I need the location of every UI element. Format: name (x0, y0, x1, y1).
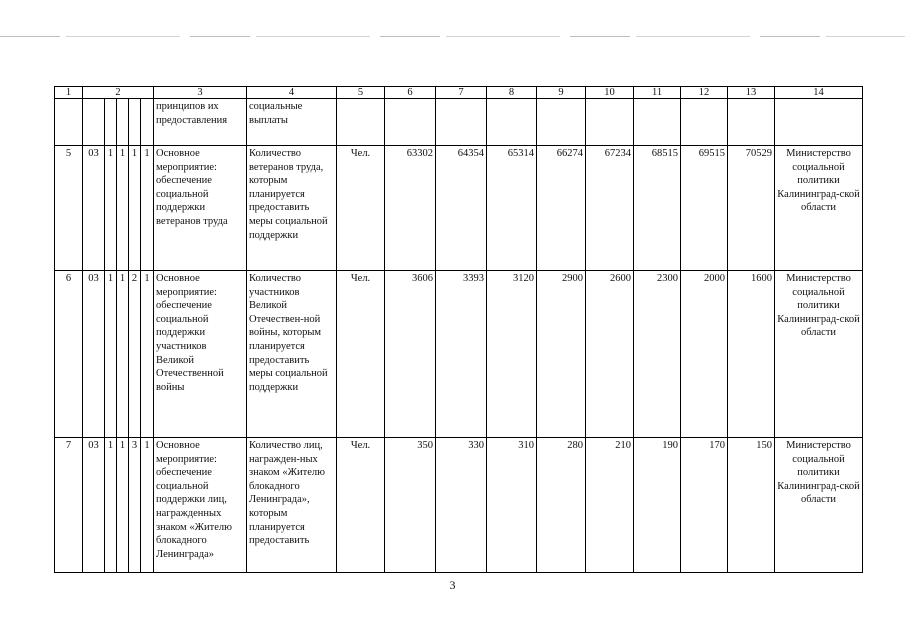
executor-text: Министерство социальной политики Калининград-ской области (775, 146, 863, 271)
value-cell: 170 (681, 438, 728, 573)
empty-cell (634, 99, 681, 146)
header-cell-8: 8 (487, 87, 537, 99)
header-cell-3: 3 (154, 87, 247, 99)
unit-cell: Чел. (337, 146, 385, 271)
indicator-text: социальные выплаты (247, 99, 337, 146)
value-cell: 210 (586, 438, 634, 573)
header-cell-4: 4 (247, 87, 337, 99)
empty-cell (537, 99, 586, 146)
value-cell: 1600 (728, 271, 775, 438)
empty-cell (117, 99, 129, 146)
executor-text: Министерство социальной политики Калининград-ской области (775, 271, 863, 438)
row-number: 6 (55, 271, 83, 438)
event-text: принципов их предоставления (154, 99, 247, 146)
code-cell: 1 (129, 146, 141, 271)
value-cell: 2900 (537, 271, 586, 438)
code-cell: 03 (83, 146, 105, 271)
value-cell: 2600 (586, 271, 634, 438)
value-cell: 280 (537, 438, 586, 573)
empty-cell (141, 99, 154, 146)
code-cell: 1 (105, 438, 117, 573)
indicator-text: Количество лиц, награжден-ных знаком «Жителю блокадного Ленинграда», которым планируется предоставить (247, 438, 337, 573)
header-cell-9: 9 (537, 87, 586, 99)
table-row (55, 271, 863, 438)
empty-cell (586, 99, 634, 146)
code-cell: 1 (105, 271, 117, 438)
executor-text: Министерство социальной политики Калининград-ской области (775, 438, 863, 573)
header-cell-11: 11 (634, 87, 681, 99)
code-cell: 2 (129, 271, 141, 438)
value-cell: 67234 (586, 146, 634, 271)
value-cell: 3393 (436, 271, 487, 438)
empty-cell (129, 99, 141, 146)
value-cell: 64354 (436, 146, 487, 271)
header-cell-7: 7 (436, 87, 487, 99)
value-cell: 310 (487, 438, 537, 573)
value-cell: 3606 (385, 271, 436, 438)
value-cell: 2000 (681, 271, 728, 438)
scan-artifact-line (0, 36, 905, 37)
event-text: Основное мероприятие: обеспечение социальной поддержки ветеранов труда (154, 146, 247, 271)
continuation-row (55, 99, 863, 146)
unit-cell: Чел. (337, 271, 385, 438)
value-cell: 66274 (537, 146, 586, 271)
empty-cell (436, 99, 487, 146)
unit-cell: Чел. (337, 438, 385, 573)
code-cell: 03 (83, 438, 105, 573)
code-cell: 1 (117, 438, 129, 573)
code-cell: 1 (117, 146, 129, 271)
value-cell: 150 (728, 438, 775, 573)
value-cell: 70529 (728, 146, 775, 271)
table-row (55, 438, 863, 573)
empty-cell (83, 99, 105, 146)
empty-cell (681, 99, 728, 146)
code-cell: 1 (141, 438, 154, 573)
row-number: 5 (55, 146, 83, 271)
empty-cell (385, 99, 436, 146)
table-row (55, 146, 863, 271)
header-cell-12: 12 (681, 87, 728, 99)
empty-cell (728, 99, 775, 146)
value-cell: 65314 (487, 146, 537, 271)
row-number: 7 (55, 438, 83, 573)
event-text: Основное мероприятие: обеспечение социальной поддержки лиц, награжденных знаком «Жителю блокадного Ленинграда» (154, 438, 247, 573)
header-cell-6: 6 (385, 87, 436, 99)
header-cell-10: 10 (586, 87, 634, 99)
indicator-text: Количество участников Великой Отечествен-ной войны, которым планируется предоставить меры социальной поддержки (247, 271, 337, 438)
indicators-table (54, 86, 863, 573)
value-cell: 190 (634, 438, 681, 573)
header-cell-1: 1 (55, 87, 83, 99)
value-cell: 350 (385, 438, 436, 573)
value-cell: 3120 (487, 271, 537, 438)
empty-cell (337, 99, 385, 146)
page-number: 3 (449, 578, 456, 592)
code-cell: 3 (129, 438, 141, 573)
header-cell-13: 13 (728, 87, 775, 99)
header-cell-2: 2 (83, 87, 154, 99)
indicator-text: Количество ветеранов труда, которым планируется предоставить меры социальной поддержки (247, 146, 337, 271)
code-cell: 1 (105, 146, 117, 271)
header-cell-14: 14 (775, 87, 863, 99)
code-cell: 1 (141, 271, 154, 438)
code-cell: 1 (141, 146, 154, 271)
header-row (55, 87, 863, 99)
empty-cell (487, 99, 537, 146)
value-cell: 69515 (681, 146, 728, 271)
value-cell: 330 (436, 438, 487, 573)
code-cell: 03 (83, 271, 105, 438)
code-cell: 1 (117, 271, 129, 438)
empty-cell (55, 99, 83, 146)
event-text: Основное мероприятие: обеспечение социальной поддержки участников Великой Отечественной войны (154, 271, 247, 438)
value-cell: 2300 (634, 271, 681, 438)
empty-cell (105, 99, 117, 146)
empty-cell (775, 99, 863, 146)
header-cell-5: 5 (337, 87, 385, 99)
value-cell: 63302 (385, 146, 436, 271)
value-cell: 68515 (634, 146, 681, 271)
